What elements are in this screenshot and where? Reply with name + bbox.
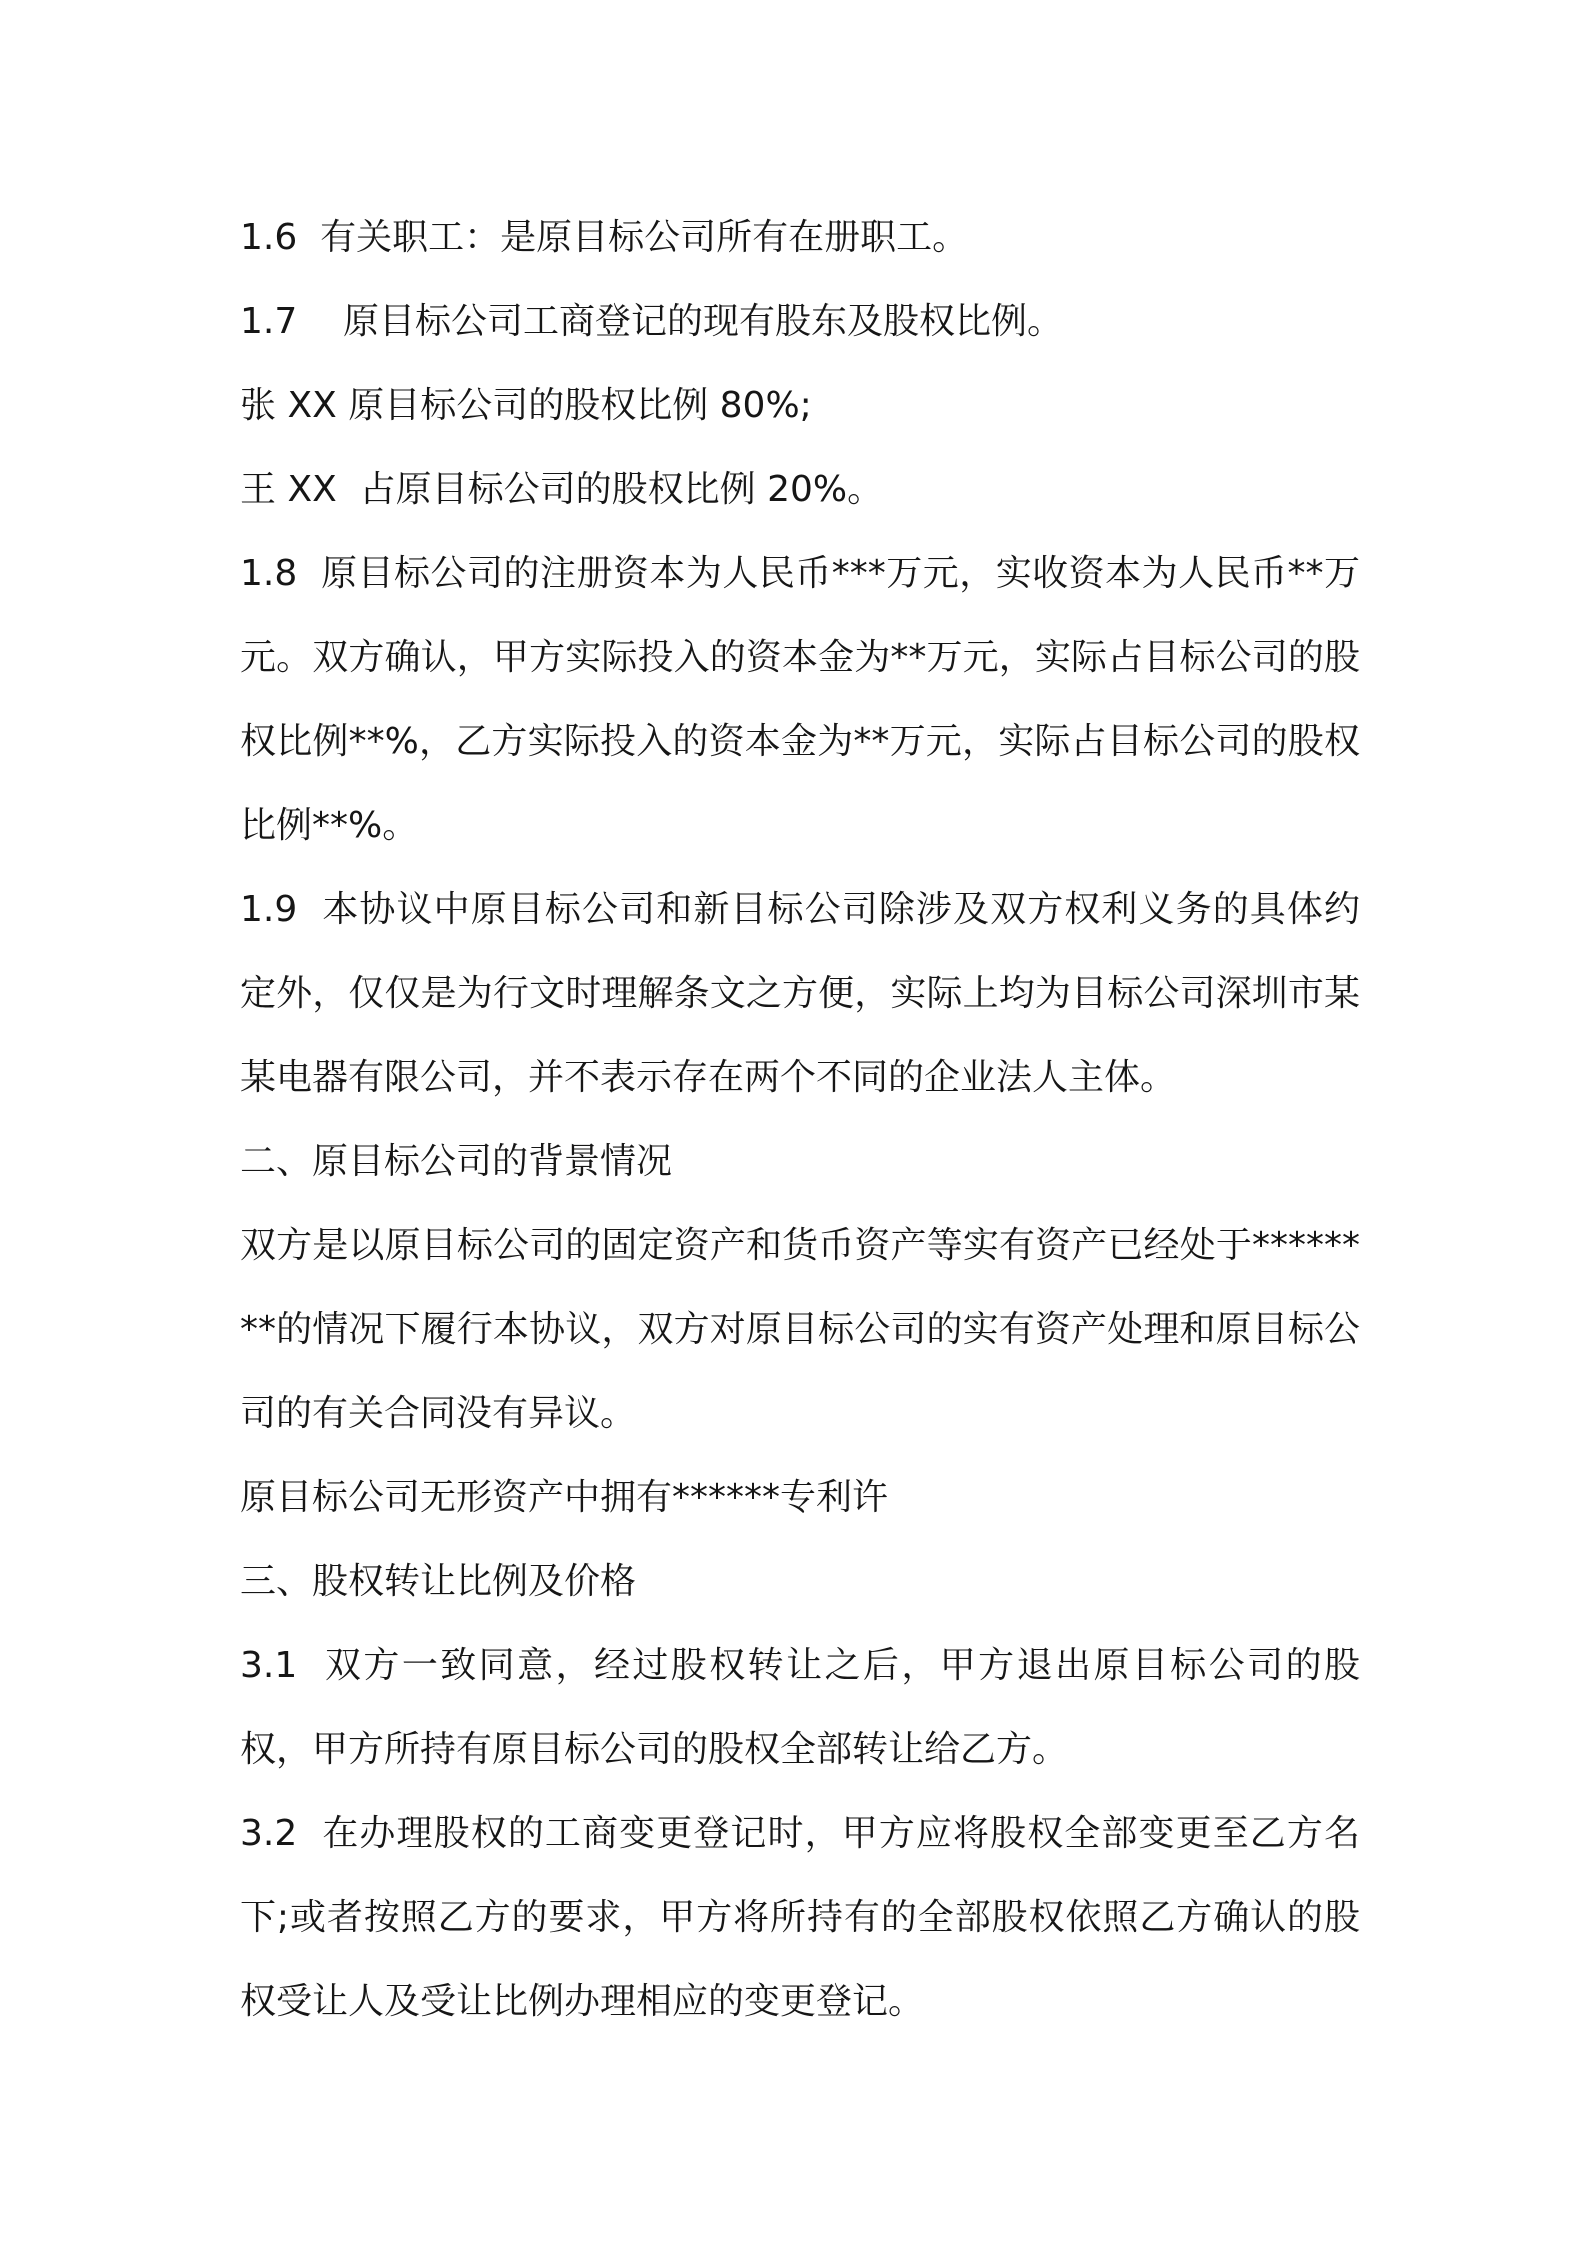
clause-3-1: 3.1 双方一致同意，经过股权转让之后，甲方退出原目标公司的股权，甲方所持有原目标公司的股权全部转让给乙方。 <box>240 1645 1360 1770</box>
document-body <box>240 196 1360 2044</box>
clause-1-6: 1.6 有关职工：是原目标公司所有在册职工。 <box>240 217 969 258</box>
section-2-heading: 二、原目标公司的背景情况 <box>240 1141 673 1182</box>
intangible-assets: 原目标公司无形资产中拥有******专利许 <box>240 1477 889 1518</box>
shareholder-zhang: 张 XX 原目标公司的股权比例 80%; <box>240 385 812 426</box>
clause-1-9: 1.9 本协议中原目标公司和新目标公司除涉及双方权利义务的具体约定外，仅仅是为行文时理解条文之方便，实际上均为目标公司深圳市某某电器有限公司，并不表示存在两个不同的企业法人主体。 <box>240 889 1360 1098</box>
section-2-body: 双方是以原目标公司的固定资产和货币资产等实有资产已经处于********的情况下履行本协议，双方对原目标公司的实有资产处理和原目标公司的有关合同没有异议。 <box>240 1225 1360 1434</box>
section-3-heading: 三、股权转让比例及价格 <box>240 1561 637 1602</box>
shareholder-wang: 王 XX 占原目标公司的股权比例 20%。 <box>240 469 884 510</box>
clause-3-2: 3.2 在办理股权的工商变更登记时，甲方应将股权全部变更至乙方名下;或者按照乙方的要求，甲方将所持有的全部股权依照乙方确认的股权受让人及受让比例办理相应的变更登记。 <box>240 1813 1360 2022</box>
clause-1-7: 1.7 原目标公司工商登记的现有股东及股权比例。 <box>240 301 1064 342</box>
clause-1-8: 1.8 原目标公司的注册资本为人民币***万元，实收资本为人民币**万元。双方确认，甲方实际投入的资本金为**万元，实际占目标公司的股权比例**%，乙方实际投入的资本金为**万元，实际占目标公司的股权比例**%。 <box>240 553 1360 846</box>
